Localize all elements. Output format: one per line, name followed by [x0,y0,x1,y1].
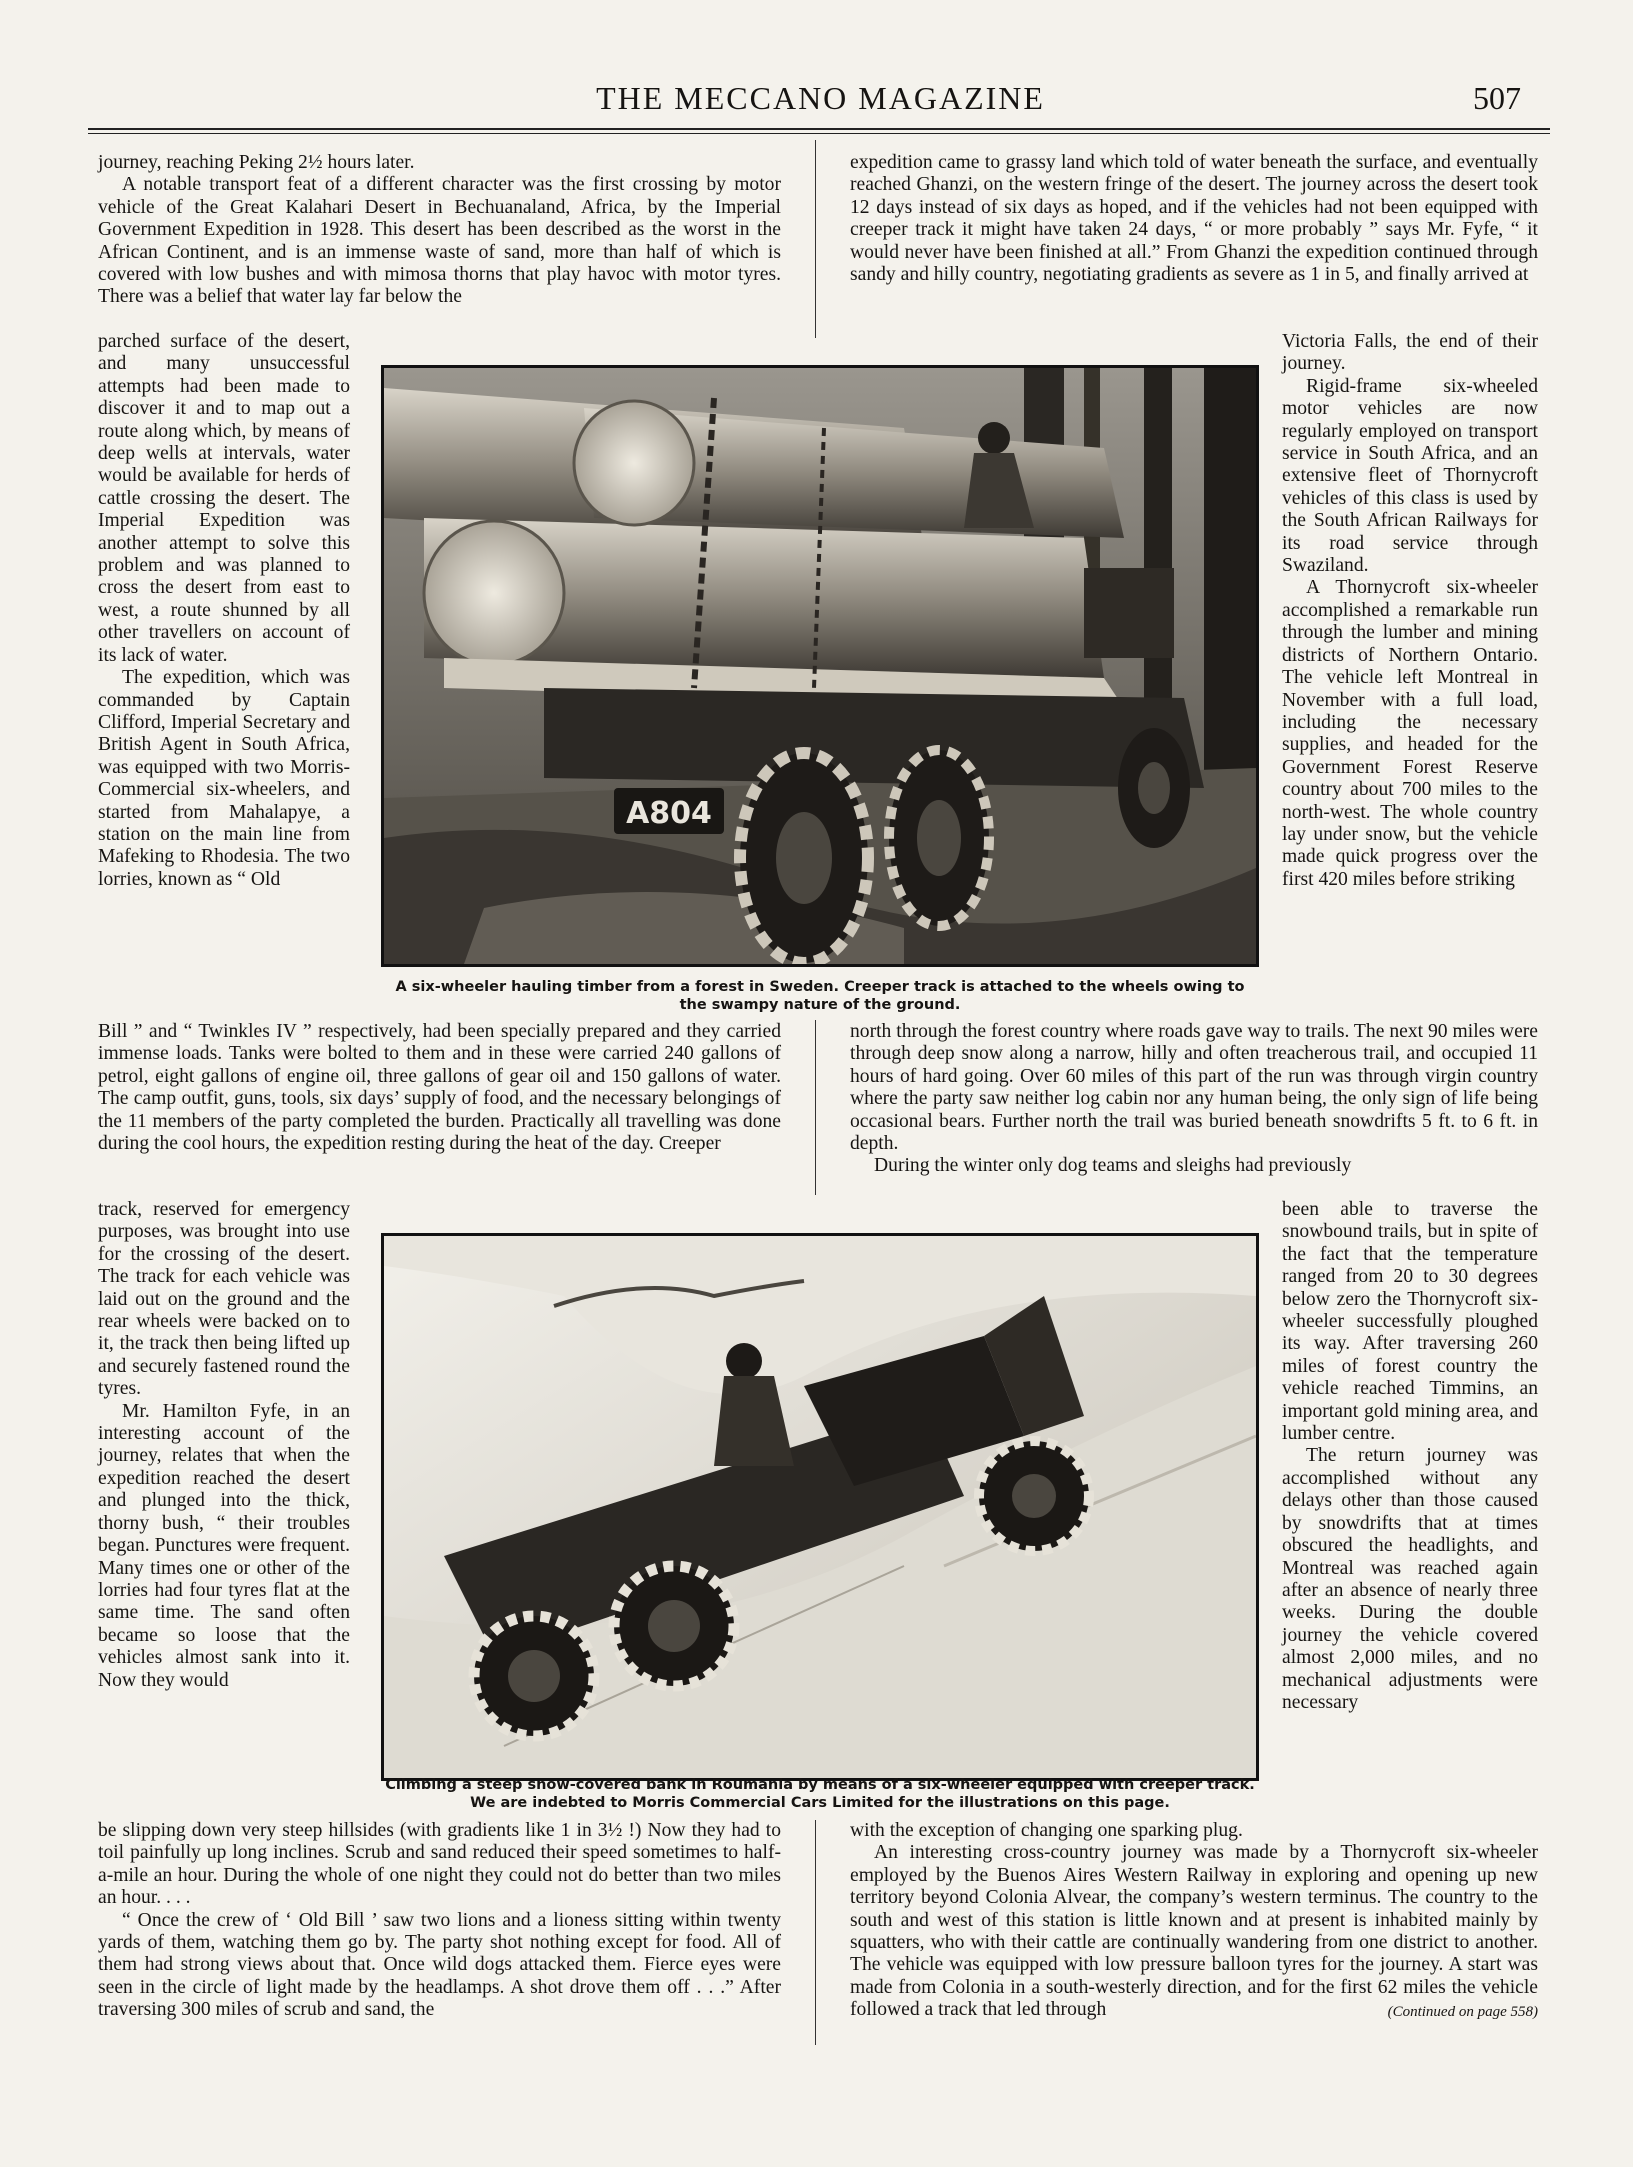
column-divider-top [815,140,816,338]
continued-note: (Continued on page 558) [1387,2003,1538,2020]
paragraph: north through the forest country where roads gave way to trails. The next 90 miles were through deep snow along a narrow, hilly and often treacherous trail, and occupied 11 hours of hard going. Over 60 miles of this part of the run was through virgin country where the party saw neither log cabin nor any human being, the only sign of life being occasional bears. Further north the trail was buried beneath snowdrifts 5 ft. to 6 ft. in depth. [850,1021,1538,1155]
paragraph: Bill ” and “ Twinkles IV ” respectively, had been specially prepared and they carried immense loads. Tanks were bolted to them and in these were carried 240 gallons of petrol, eight gallons of engine oil, three gallons of gear oil and 150 gallons of water. The camp outfit, guns, tools, six days’ supply of food, and the necessary belongings of the 11 members of the party completed the burden. Practically all travelling was done during the cool hours, the expedition resting during the heat of the day. Creeper [98,1021,781,1155]
right-column-top [850,152,1538,286]
header-rule-bottom [88,133,1550,134]
right-column-narrow-lower [1282,1199,1538,1714]
timber-lorry-illustration [384,368,1256,964]
paragraph: journey, reaching Peking 2½ hours later. [98,152,415,173]
column-divider-bottom [815,1820,816,2045]
paragraph: A Thornycroft six-wheeler accomplished a remarkable run through the lumber and mining districts of Northern Ontario. The vehicle left Montreal in November with a full load, including the necessary supplies, and headed for the Government Forest Reserve country about 700 miles to the north-west. The whole country lay under snow, but the vehicle made quick progress over the first 420 miles before striking [1282,577,1538,890]
column-divider-middle [815,1020,816,1195]
paragraph: “ Once the crew of ‘ Old Bill ’ saw two lions and a lioness sitting within twenty yards of them, watching them go by. The party shot nothing except for food. All of them had strong views about that. Once wild dogs attacked them. Fierce eyes were seen in the circle of light made by the headlamps. A shot drove them off . . .” After traversing 300 miles of scrub and sand, the [98,1909,781,2021]
left-column-narrow-upper [98,331,350,891]
paragraph: track, reserved for emergency purposes, was brought into use for the crossing of the desert. The track for each vehicle was laid out on the ground and the rear wheels were backed on to it, the track then being lifted up and securely fastened round the tyres. [98,1199,350,1400]
photo-snow-caption [381,1776,1259,1812]
caption-line: the swampy nature of the ground. [679,997,961,1013]
left-column-middle [98,1021,781,1155]
paragraph: Victoria Falls, the end of their journey. [1282,331,1538,375]
licence-plate-text: A804 [626,796,712,831]
photo-timber-lorry [381,365,1259,967]
snow-climb-illustration [384,1236,1256,1778]
magazine-title: THE MECCANO MAGAZINE [596,80,1045,116]
caption-line: We are indebted to Morris Commercial Cars Limited for the illustrations on this page. [470,1795,1170,1811]
paragraph: The expedition, which was commanded by Captain Clifford, Imperial Secretary and British Agent in South Africa, was equipped with two Morris-Commercial six-wheelers, and started from Mahalapye, a station on the main line from Mafeking to Rhodesia. The two lorries, known as “ Old [98,667,350,890]
header-rule-top [88,128,1550,130]
paragraph: During the winter only dog teams and sleighs had previously [874,1155,1352,1177]
left-column-top [98,152,781,309]
paragraph: Rigid-frame six-wheeled motor vehicles are now regularly employed on transport service in South Africa, and an extensive fleet of Thornycroft vehicles of this class is used by the South African Railways for its road service through Swaziland. [1282,375,1538,577]
paragraph: Mr. Hamilton Fyfe, in an interesting account of the journey, relates that when the expedition reached the desert and plunged into the thick, thorny bush, “ their troubles began. Punctures were frequent. Many times one or other of the lorries had four tyres flat at the same time. The sand often became so loose that the vehicles almost sank into it. Now they would [98,1400,350,1691]
paragraph: been able to traverse the snowbound trails, but in spite of the fact that the temperature ranged from 20 to 30 degrees below zero the Thornycroft six-wheeler successfully ploughed its way. After traversing 260 miles of forest country the vehicle reached Timmins, an important gold mining area, and lumber centre. [1282,1199,1538,1445]
left-column-bottom [98,1820,781,2022]
page-number: 507 [1473,80,1521,116]
caption-line: Climbing a steep snow-covered bank in Roumania by means of a six-wheeler equipped with creeper track. [385,1777,1255,1793]
paragraph: with the exception of changing one sparking plug. [850,1820,1243,1841]
paragraph: The return journey was accomplished without any delays other than those caused by snowdrifts that at times obscured the headlights, and Montreal was reached again after an absence of nearly three weeks. During the double journey the vehicle covered almost 2,000 miles, and no mechanical adjustments were necessary [1282,1445,1538,1713]
paragraph: A notable transport feat of a different character was the first crossing by motor vehicle of the Great Kalahari Desert in Bechuanaland, Africa, by the Imperial Government Expedition in 1928. This desert has been described as the worst in the African Continent, and is an immense waste of sand, more than half of which is covered with low bushes and with mimosa thorns that play havoc with motor tyres. There was a belief that water lay far below the [98,174,781,308]
left-column-narrow-lower [98,1199,350,1692]
photo-timber-caption [381,978,1259,1014]
caption-line: A six-wheeler hauling timber from a forest in Sweden. Creeper track is attached to the wheels owing to [395,979,1245,995]
paragraph: parched surface of the desert, and many unsuccessful attempts had been made to discover it and to map out a route along which, by means of deep wells at intervals, water would be available for herds of cattle crossing the desert. The Imperial Expedition was another attempt to solve this problem and was planned to cross the desert from east to west, a route shunned by all other travellers on account of its lack of water. [98,331,350,666]
page-header [88,80,1553,128]
right-column-narrow-upper [1282,331,1538,891]
right-column-middle [850,1021,1538,1178]
paragraph: expedition came to grassy land which told of water beneath the surface, and eventually reached Ghanzi, on the western fringe of the desert. The journey across the desert took 12 days instead of six days as hoped, and if the vehicles had not been equipped with creeper track it might have taken 24 days, “ or more probably ” says Mr. Fyfe, “ it would never have been finished at all.” From Ghanzi the expedition continued through sandy and hilly country, negotiating gradients as severe as 1 in 5, and finally arrived at [850,152,1538,286]
paragraph: be slipping down very steep hillsides (with gradients like 1 in 3½ !) Now they had to toil painfully up long inclines. Scrub and sand reduced their speed sometimes to half-a-mile an hour. During the whole of one night they could not do better than two miles an hour. . . . [98,1820,781,1909]
right-column-bottom [850,1820,1538,2023]
paragraph: An interesting cross-country journey was made by a Thornycroft six-wheeler employed by the Buenos Aires Western Railway in exploring and opening up new territory beyond Colonia Alvear, the company’s western terminus. The country to the south and west of this station is little known and at present is inhabited mainly by squatters, who with their cattle are continually wandering from one district to another. The vehicle was equipped with low pressure balloon tyres for the journey. A start was made from Colonia in a south-westerly direction, and for the first 62 miles the vehicle followed a track that led through [850,1842,1538,2021]
photo-snow-climb [381,1233,1259,1781]
